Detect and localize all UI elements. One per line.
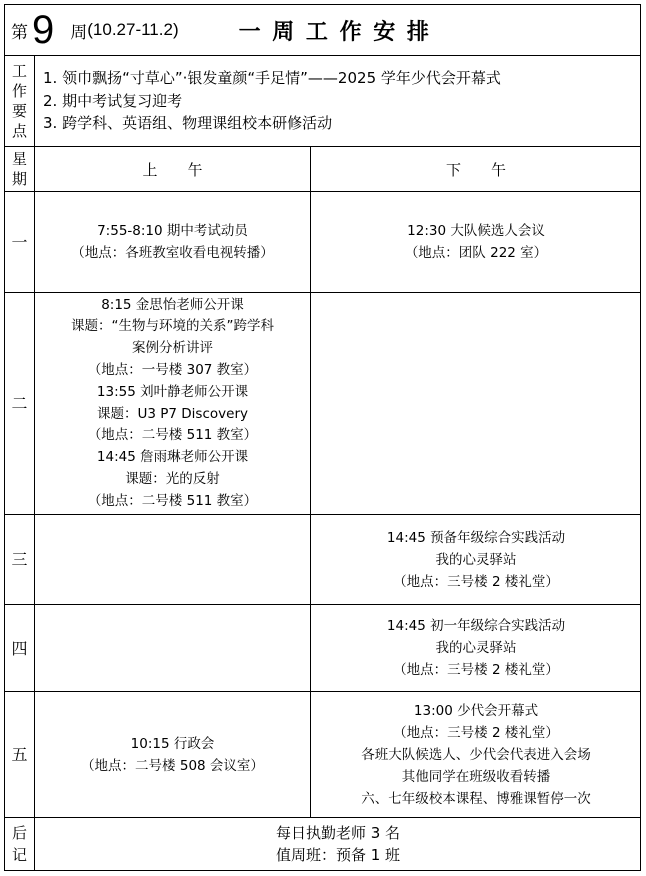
key-points-label-char: 要 (11, 102, 27, 120)
day-label-fri: 五 (11, 745, 28, 764)
postscript-line: 每日执勤老师 3 名 (275, 824, 401, 842)
page-title: 一 周 工 作 安 排 (238, 19, 431, 45)
header-row (11, 5, 631, 55)
postscript-label-char: 后 (11, 824, 27, 842)
fri-afternoon-cell (311, 692, 641, 817)
schedule-line: 13:00 少代会开幕式 (413, 702, 539, 719)
weekly-schedule-table (4, 4, 641, 871)
thu-afternoon-cell (311, 605, 641, 691)
key-points-list (43, 67, 638, 135)
tue-afternoon-cell (311, 293, 641, 514)
week-suffix: 周 (70, 22, 88, 43)
schedule-line: 14:45 初一年级综合实践活动 (386, 618, 566, 634)
schedule-line: 我的心灵驿站 (435, 551, 517, 568)
schedule-line: 各班大队候选人、少代会代表进入会场 (361, 746, 591, 763)
key-points-label-char: 点 (11, 122, 27, 140)
day-label-thu: 四 (11, 638, 28, 658)
schedule-line: 我的心灵驿站 (435, 640, 517, 656)
schedule-line: （地点：三号楼 2 楼礼堂） (393, 724, 559, 741)
date-range: (10.27-11.2) (87, 20, 179, 39)
schedule-line: （地点：二号楼 511 教室） (87, 427, 258, 444)
key-point-item: 3. 跨学科、英语组、物理课组校本研修活动 (43, 114, 333, 132)
schedule-line: （地点：团队 222 室） (404, 245, 548, 261)
afternoon-column-header (311, 147, 641, 191)
morning-column-header (35, 147, 310, 191)
key-points-label-char: 工 (11, 62, 27, 80)
week-prefix: 第 (11, 22, 28, 43)
day-label-char: 期 (11, 170, 27, 188)
schedule-line: （地点：各班教室收看电视转播） (71, 245, 274, 261)
wed-morning-cell (35, 515, 310, 604)
schedule-line: 13:55 刘叶静老师公开课 (96, 383, 249, 400)
key-point-item: 1. 领巾飘扬“寸草心”·银发童颜“手足情”——2025 学年少代会开幕式 (43, 69, 501, 87)
schedule-line: 课题：光的反射 (125, 470, 220, 487)
schedule-line: （地点：二号楼 511 教室） (87, 492, 258, 509)
key-points-label-char: 作 (11, 82, 27, 100)
schedule-line: 案例分析讲评 (132, 340, 213, 357)
wed-afternoon-cell (311, 515, 641, 604)
morning-header-label: 上 午 (142, 160, 203, 179)
schedule-line: 14:45 预备年级综合实践活动 (386, 529, 566, 546)
schedule-line: 课题：U3 P7 Discovery (97, 405, 248, 422)
schedule-line: 7:55-8:10 期中考试动员 (97, 223, 248, 239)
postscript-line: 值周班：预备 1 班 (275, 846, 401, 864)
day-column-label (5, 147, 34, 191)
schedule-line: 其他同学在班级收看转播 (401, 768, 551, 785)
key-points-label (5, 56, 34, 146)
schedule-line: 10:15 行政会 (130, 735, 215, 752)
schedule-line: 六、七年级校本课程、博雅课暂停一次 (361, 790, 591, 807)
schedule-line: 12:30 大队候选人会议 (407, 223, 545, 239)
postscript-label (5, 818, 34, 870)
afternoon-header-label: 下 午 (445, 160, 506, 179)
thu-morning-cell (35, 605, 310, 691)
day-label-char: 星 (11, 150, 27, 168)
week-number: 9 (32, 8, 55, 52)
tue-morning-cell (35, 293, 310, 514)
key-point-item: 2. 期中考试复习迎考 (43, 91, 183, 110)
schedule-line: （地点：三号楼 2 楼礼堂） (393, 573, 559, 590)
mon-morning-cell (35, 192, 310, 292)
fri-morning-cell (35, 692, 310, 817)
postscript-label-char: 记 (11, 846, 27, 864)
postscript-content (35, 818, 641, 870)
schedule-line: （地点：二号楼 508 会议室） (81, 757, 264, 774)
schedule-line: （地点：三号楼 2 楼礼堂） (393, 662, 559, 678)
schedule-line: 课题：“生物与环境的关系”跨学科 (71, 318, 274, 335)
mon-afternoon-cell (311, 192, 641, 292)
day-label-tue: 二 (11, 394, 28, 413)
rule-header (5, 55, 640, 56)
schedule-line: 14:45 詹雨琳老师公开课 (96, 449, 249, 466)
schedule-line: 8:15 金思怡老师公开课 (101, 296, 244, 313)
day-label-wed: 三 (11, 550, 28, 569)
schedule-line: （地点：一号楼 307 教室） (87, 361, 258, 378)
day-label-mon: 一 (11, 232, 28, 252)
